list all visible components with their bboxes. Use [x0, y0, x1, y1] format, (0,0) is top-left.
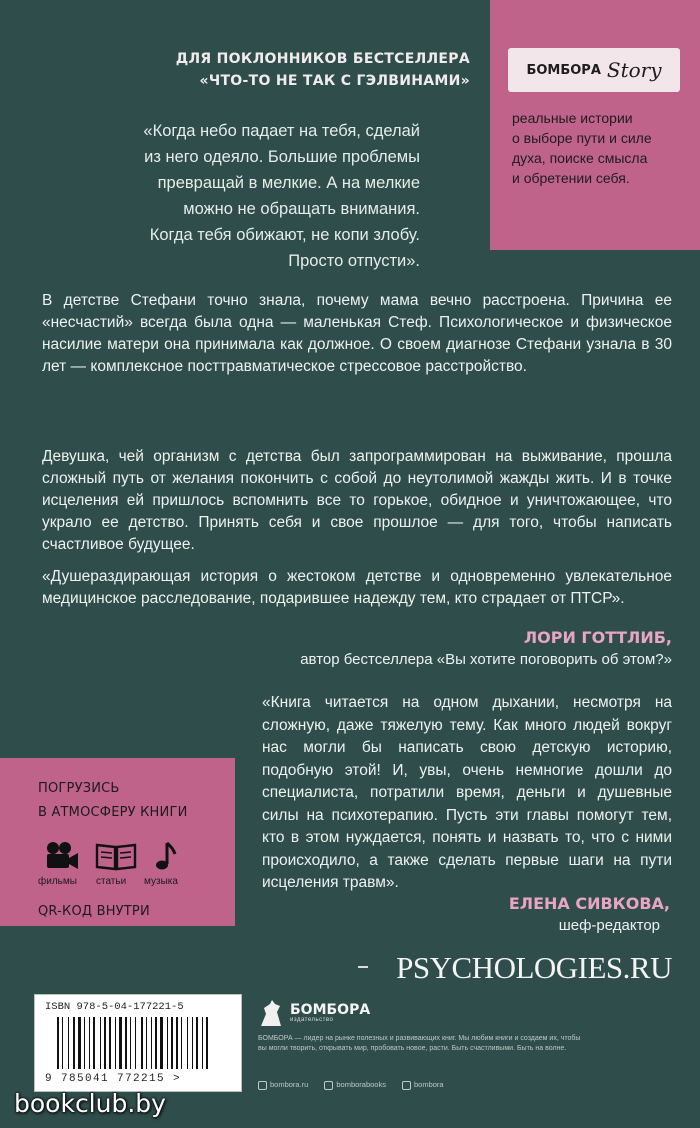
barcode-bar	[100, 1017, 101, 1069]
barcode-bar	[128, 1017, 129, 1069]
series-description-line: духа, поиске смысла	[512, 150, 648, 166]
barcode-bar	[199, 1017, 201, 1069]
barcode-bar	[86, 1017, 88, 1069]
barcode-bar	[109, 1017, 111, 1069]
epigraph-line: Просто отпусти».	[288, 252, 420, 270]
qr-item-label: музыка	[144, 876, 178, 887]
epigraph-quote	[40, 118, 420, 274]
globe-icon	[258, 1081, 267, 1090]
social-link[interactable]	[324, 1080, 386, 1090]
barcode-bar	[181, 1017, 182, 1069]
publisher-about: БОМБОРА — лидер на рынке полезных и развивающих книг. Мы любим книги и создаем их, чтобы вы могли творить, открывать мир, пробовать новое, расти. Быть счастливыми. Быть на волне.	[258, 1035, 581, 1052]
social-link[interactable]	[258, 1080, 308, 1090]
bombora-emblem-icon	[258, 998, 284, 1028]
barcode-bar	[155, 1017, 157, 1069]
qr-promo-line-2: В АТМОСФЕРУ КНИГИ	[38, 805, 188, 820]
barcode-bar	[204, 1017, 205, 1069]
epigraph-line: можно не обращать внимания.	[183, 200, 420, 218]
series-tag-box	[490, 0, 700, 250]
isbn-label: ISBN 978-5-04-177221-5	[45, 1001, 184, 1013]
barcode-bar	[174, 1017, 175, 1069]
barcode-bar	[206, 1017, 208, 1069]
qr-item-label: статьи	[96, 876, 127, 887]
for-fans-heading	[40, 48, 470, 92]
barcode-bar	[68, 1017, 69, 1069]
barcode-bar	[70, 1017, 72, 1069]
barcode-bar	[202, 1017, 203, 1069]
barcode-bar	[192, 1017, 193, 1069]
barcode-bar	[102, 1017, 103, 1069]
epigraph-line: из него одеяло. Большие проблемы	[144, 148, 420, 166]
barcode-bar	[187, 1017, 188, 1069]
review-author-2: ЕЛЕНА СИВКОВА,	[508, 894, 670, 913]
barcode-bar	[148, 1017, 150, 1069]
barcode-bar	[125, 1017, 127, 1069]
barcode-bar	[137, 1017, 140, 1069]
bombora-publisher-logo	[258, 998, 370, 1028]
barcode-bar	[144, 1017, 145, 1069]
barcode-bar	[189, 1017, 191, 1069]
brand-name: БОМБОРА	[526, 62, 601, 78]
review-author-1: ЛОРИ ГОТТЛИБ,	[523, 628, 672, 647]
barcode-bar	[176, 1017, 178, 1069]
barcode-bar	[107, 1017, 108, 1069]
qr-code-inside: QR-КОД ВНУТРИ	[38, 904, 150, 919]
review-role-2: шеф-редактор	[558, 917, 660, 934]
barcode-bar	[183, 1017, 186, 1069]
barcode-bar	[167, 1017, 168, 1069]
annotation-paragraph-1: В детстве Стефани точно знала, почему мама вечно расстроена. Причина ее «несчастий» всегда была одна — маленькая Стеф. Психологическое и физическое насилие матери она принимала как должное. О своем диагнозе Стефани узнала в 30 лет — комплексное посттравматическое стрессовое расстройство.	[42, 292, 672, 375]
barcode-bar	[146, 1017, 147, 1069]
epigraph-line: «Когда небо падает на тебя, сделай	[143, 122, 420, 140]
barcode-bar	[57, 1017, 59, 1069]
social-link[interactable]	[402, 1080, 444, 1090]
barcode-bar	[209, 1017, 210, 1069]
barcode-bar	[119, 1017, 122, 1069]
barcode-bar	[93, 1017, 95, 1069]
barcode-bar	[60, 1017, 61, 1069]
bombora-story-logo	[508, 48, 680, 92]
barcode-bar	[115, 1017, 116, 1069]
barcode-bar	[135, 1017, 136, 1069]
barcode-bar	[62, 1017, 63, 1069]
series-description-line: о выборе пути и силе	[512, 130, 652, 146]
barcode-bar	[160, 1017, 163, 1069]
barcode-bar	[73, 1017, 75, 1069]
barcode-bar	[130, 1017, 131, 1069]
barcode-bar	[64, 1017, 67, 1069]
barcode-bar	[158, 1017, 159, 1069]
barcode-bar	[171, 1017, 173, 1069]
barcode-bar	[196, 1017, 198, 1069]
barcode-bar	[132, 1017, 134, 1069]
publisher-name: БОМБОРА	[290, 1002, 371, 1018]
social-label: bombora.ru	[270, 1080, 309, 1089]
barcode-bar	[117, 1017, 118, 1069]
for-fans-line: ДЛЯ ПОКЛОННИКОВ БЕСТСЕЛЛЕРА	[175, 51, 470, 67]
barcode-bar	[169, 1017, 170, 1069]
series-description-line: реальные истории	[512, 110, 633, 126]
review-role-1: автор бестселлера «Вы хотите поговорить об этом?»	[300, 651, 672, 668]
isbn-number: 9 785041 772215 >	[45, 1073, 182, 1085]
review-quote-2: «Книга читается на одном дыхании, несмотря на сложную, даже тяжелую тему. Как много людей вокруг нас могли бы написать свою детскую историю, подобную этой! И, увы, очень немногие дошли до специалиста, потратили время, деньги и душевные силы на психотерапию. Пусть эти главы помогут тем, кто в этом нуждается, понять и назвать то, что с ними происходило, а также сделать первые шаги на пути исцеления травм».	[262, 694, 672, 891]
music-note-icon	[138, 836, 190, 876]
annotation-paragraph-2: Девушка, чей организм с детства был запрограммирован на выживание, прошла сложный путь от желания покончить с собой до неутолимой жажды жить. И в точке исцеления ей пришлось вспомнить все то горькое, обидное и уничтожающее, что украло ее детство. Принять себя и свое прошлое — для того, чтобы написать счастливое будущее.	[42, 448, 672, 553]
barcode-bar	[78, 1017, 81, 1069]
social-label: bomborabooks	[336, 1080, 386, 1089]
social-icon	[324, 1081, 333, 1090]
barcode-bar	[123, 1017, 124, 1069]
brand-series: Story	[606, 58, 662, 82]
social-icon	[402, 1081, 411, 1090]
barcode-bar	[91, 1017, 92, 1069]
barcode-bar	[89, 1017, 90, 1069]
psychologies-logo: PSYCHOLOGIES.RU	[396, 950, 672, 985]
barcode-bar	[164, 1017, 166, 1069]
review-quote-1: «Душераздирающая история о жестоком детстве и одновременно увлекательное медицинское расследование, подарившее надежду тем, кто страдает от ПТСР».	[42, 568, 672, 607]
barcode-bars	[57, 1017, 233, 1069]
social-label: bombora	[413, 1080, 444, 1089]
barcode-bar	[194, 1017, 195, 1069]
qr-promo-line-1: ПОГРУЗИСЬ	[38, 781, 120, 796]
for-fans-line: «ЧТО-ТО НЕ ТАК С ГЭЛВИНАМИ»	[199, 73, 470, 89]
barcode-bar	[151, 1017, 152, 1069]
film-camera-icon	[36, 836, 88, 876]
isbn-barcode	[34, 994, 242, 1092]
barcode-bar	[76, 1017, 77, 1069]
publisher-subtitle: издательство	[290, 1017, 334, 1023]
series-description	[512, 108, 692, 188]
barcode-bar	[141, 1017, 143, 1069]
barcode-bar	[112, 1017, 114, 1069]
barcode-bar	[104, 1017, 106, 1069]
barcode-bar	[153, 1017, 154, 1069]
watermark: bookclub.by	[14, 1089, 166, 1118]
series-description-line: и обретении себя.	[512, 170, 630, 186]
qr-item-label: фильмы	[38, 876, 77, 887]
epigraph-line: Когда тебя обижают, не копи злобу.	[149, 226, 420, 244]
barcode-bar	[84, 1017, 85, 1069]
barcode-bar	[82, 1017, 83, 1069]
barcode-bar	[179, 1017, 180, 1069]
publisher-socials	[258, 1080, 588, 1090]
epigraph-line: превращай в мелкие. А на мелкие	[157, 174, 420, 192]
open-book-icon	[90, 836, 142, 876]
barcode-bar	[96, 1017, 99, 1069]
